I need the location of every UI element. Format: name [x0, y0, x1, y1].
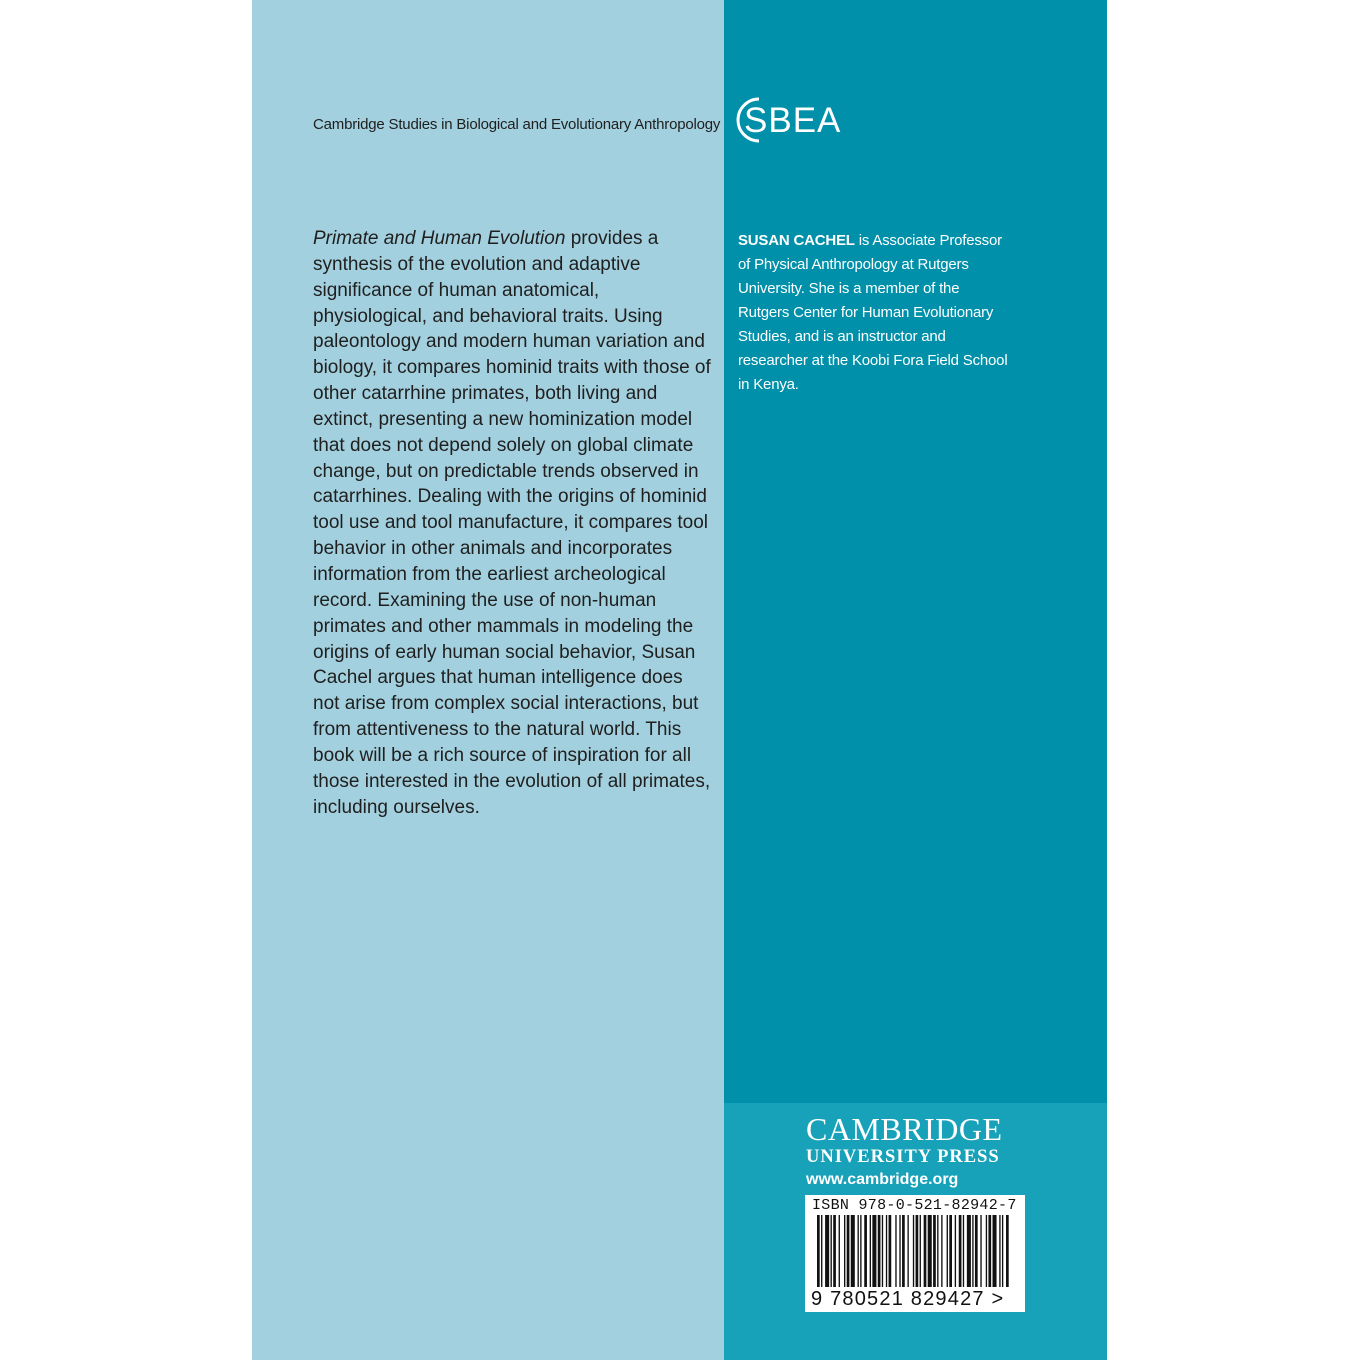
- barcode-bar: [1006, 1215, 1009, 1287]
- series-title: Cambridge Studies in Biological and Evolutionary Anthropology: [313, 116, 721, 133]
- author-bio-text: is Associate Professor of Physical Anthropology at Rutgers University. She is a member of the Rutgers Center for Human Evolutionary Studies, and is an instructor and researcher at the Koobi Fora Field School in Kenya.: [738, 232, 1008, 393]
- barcode-bar: [959, 1215, 962, 1287]
- barcode-bar: [889, 1215, 892, 1287]
- barcode-bar: [924, 1215, 927, 1287]
- barcode-bar: [920, 1215, 921, 1287]
- barcode-bar: [941, 1215, 942, 1287]
- barcode-bar: [831, 1215, 832, 1287]
- csbea-logo-text: SBEA: [744, 101, 842, 140]
- barcode-bar: [860, 1215, 861, 1287]
- barcode-bar: [847, 1215, 850, 1287]
- barcode-bar: [895, 1215, 896, 1287]
- barcode-bar: [937, 1215, 938, 1287]
- barcode-bar: [864, 1215, 867, 1287]
- barcode-bar: [955, 1215, 956, 1287]
- barcode-bar: [916, 1215, 919, 1287]
- barcode-bar: [988, 1215, 991, 1287]
- isbn-label: ISBN 978-0-521-82942-7: [812, 1197, 1017, 1214]
- blurb-text: provides a synthesis of the evolution and adaptive significance of human anatomical, physiological, and behavioral traits. Using paleontology and modern human variation and biology, it compares hominid traits with those of other catarrhine primates, both living and extinct, presenting a new hominization model that does not depend solely on global climate change, but on predictable trends observed in catarrhines. Dealing with the origins of hominid tool use and tool manufacture, it compares tool behavior in other animals and incorporates information from the earliest archeological record. Examining the use of non-human primates and other mammals in modeling the origins of early human social behavior, Susan Cachel argues that human intelligence does not arise from complex social interactions, but from attentiveness to the natural world. This book will be a rich source of inspiration for all those interested in the evolution of all primates, including ourselves.: [313, 228, 711, 818]
- barcode-bar: [899, 1215, 900, 1287]
- barcode-bar: [972, 1215, 973, 1287]
- barcode-bar: [975, 1215, 978, 1287]
- barcode-bar: [999, 1215, 1000, 1287]
- publisher-subtitle: UNIVERSITY PRESS: [806, 1147, 1000, 1167]
- barcode-bar: [963, 1215, 964, 1287]
- barcode-box: [805, 1195, 1025, 1312]
- barcode-bar: [986, 1215, 987, 1287]
- author-name: SUSAN CACHEL: [738, 232, 855, 249]
- barcode-bar: [928, 1215, 932, 1287]
- right-panel: [724, 0, 1107, 1103]
- barcode-bar: [886, 1215, 887, 1287]
- publisher-website[interactable]: www.cambridge.org: [806, 1171, 959, 1188]
- barcode-bar: [913, 1215, 914, 1287]
- book-title: Primate and Human Evolution: [313, 228, 566, 249]
- barcode-bar: [833, 1215, 836, 1287]
- barcode-bar: [872, 1215, 876, 1287]
- barcode-bar: [902, 1215, 905, 1287]
- barcode-bar: [967, 1215, 971, 1287]
- barcode-bar: [882, 1215, 883, 1287]
- barcode-bar: [817, 1215, 820, 1287]
- barcode-bar: [839, 1215, 840, 1287]
- barcode-bar: [870, 1215, 871, 1287]
- barcode-bar: [907, 1215, 908, 1287]
- ean-number: 9 780521 829427 >: [811, 1288, 1005, 1310]
- barcode-bars-icon: [817, 1215, 1013, 1287]
- barcode-bar: [933, 1215, 936, 1287]
- barcode-bar: [1002, 1215, 1003, 1287]
- csbea-logo-icon: [732, 92, 842, 146]
- publisher-name: CAMBRIDGE: [806, 1111, 1003, 1147]
- barcode-bar: [993, 1215, 997, 1287]
- barcode-bar: [851, 1215, 855, 1287]
- barcode-bar: [947, 1215, 948, 1287]
- barcode-bar: [844, 1215, 845, 1287]
- barcode-bar: [980, 1215, 981, 1287]
- barcode-bar: [858, 1215, 859, 1287]
- blurb: [313, 226, 711, 820]
- author-bio: [738, 229, 1008, 397]
- barcode-bar: [949, 1215, 952, 1287]
- publisher-block: [806, 1112, 1036, 1191]
- barcode-bar: [825, 1215, 829, 1287]
- barcode-bar: [821, 1215, 822, 1287]
- barcode-bar: [878, 1215, 881, 1287]
